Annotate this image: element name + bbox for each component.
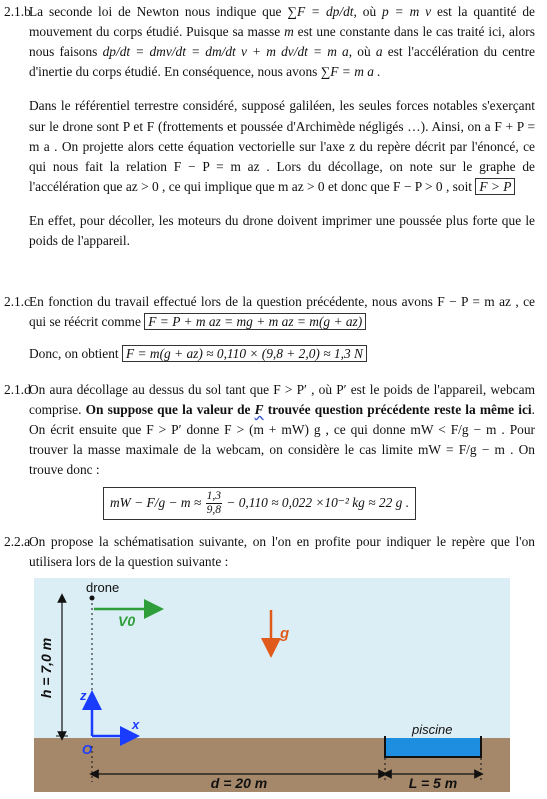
section-number: 2.1.b [4, 4, 31, 19]
text: Donc, on obtient [29, 346, 119, 362]
text: La seconde loi de Newton nous indique que [29, 4, 282, 19]
section-body [29, 380, 535, 520]
equation: p = m v [382, 4, 432, 19]
text: est l'accélération du centre d'inertie du corps étudié. En conséquence, nous avons [29, 44, 535, 80]
paragraph-takeoff [29, 380, 535, 481]
text: En fonction du travail effectué lors de la question précédente, nous avons F − P = m az , ce qui se réécrit comme [29, 294, 535, 330]
fraction-numerator: 1,3 [206, 490, 222, 504]
paragraph-newton [29, 2, 535, 82]
sky-background [34, 578, 510, 738]
section-body [29, 292, 535, 364]
bold-symbol: F [254, 402, 264, 418]
formula-rhs: − 0,110 ≈ 0,022 ×10⁻² kg ≈ 22 g . [226, 494, 410, 510]
bold-text: On suppose que la valeur de [85, 402, 251, 418]
pool-label: piscine [412, 722, 453, 737]
text: , où [353, 4, 377, 19]
section-number: 2.1.d [4, 382, 31, 397]
formula-row [29, 487, 535, 520]
section-body [29, 532, 535, 572]
distance-d-label: d = 20 m [210, 775, 268, 791]
text: En effet, pour décoller, les moteurs du drone doivent imprimer une poussée plus forte que le poids de l'appareil. [29, 212, 535, 249]
section-number: 2.1.c [4, 294, 31, 309]
boxed-equation: F = P + m az = mg + m az = m(g + az) [144, 313, 366, 330]
paragraph-conclusion [29, 211, 535, 251]
formula-lhs: mW − F/g − m ≈ [110, 494, 202, 510]
equation: ∑F = m a . [320, 64, 381, 80]
text: . On écrit ensuite que F > P′ donne F > (m + mW) g , ce qui donne mW < F/g − m . Pour trouver la masse maximale de la webcam, on considère le cas limite mW = F/g − m . On trouve donc : [29, 402, 535, 478]
velocity-label: V0 [118, 613, 136, 629]
height-label: h = 7,0 m [38, 637, 54, 699]
section-number: 2.2.a [4, 534, 31, 549]
fraction-denominator: 9,8 [206, 503, 221, 516]
distance-l-label: L = 5 m [408, 775, 458, 791]
boxed-equation: F = m(g + az) ≈ 0,110 × (9,8 + 2,0) ≈ 1,3 N [122, 345, 367, 362]
equation: dp/dt = dmv/dt = dm/dt v + m dv/dt = m a [102, 44, 349, 60]
origin-label: O [82, 742, 93, 757]
paragraph-rewrite [29, 292, 535, 332]
x-axis-label: x [132, 717, 140, 732]
text: , où [348, 44, 371, 60]
boxed-result: F > P [475, 178, 515, 195]
text: On aura décollage au dessus du sol tant que F > P′ , où P′ est le poids de l'appareil, webcam comprise. [29, 382, 535, 418]
pool-water [385, 738, 481, 757]
section-body [29, 2, 535, 251]
symbol: a [375, 44, 383, 60]
drone-point [90, 596, 95, 601]
bold-text: trouvée question précédente reste la même ici [267, 402, 532, 418]
gravity-label: g [280, 625, 290, 642]
paragraph-schema: On propose la schématisation suivante, on l'on en profite pour indiquer le repère que l'on utilisera lors de la question suivante : [29, 534, 535, 570]
equation: ∑F = dp/dt [287, 4, 354, 19]
z-axis-label: z [80, 688, 87, 703]
drone-label: drone [86, 580, 120, 595]
boxed-formula [103, 487, 416, 520]
text: est la quantité de mouvement du corps étudié. Puisque sa masse [29, 4, 536, 40]
paragraph-forces [29, 96, 535, 197]
symbol: m [284, 24, 294, 40]
text: Dans le référentiel terrestre considéré, supposé galiléen, les seules forces notables s'exerçant sur le drone sont P et F (frottements et poussée d'Archimède négligés …). Ainsi, on a F + P = m a . On projette alors cette équation vectorielle sur l'axe z du repère décrit par l'énoncé, ce qui nous fait la relation F − P = m az . Lors du décollage, on note sur le graphe de l'accélération que az > 0 , ce qui implique que m az > 0 et donc que F − P > 0 , soit [29, 98, 535, 194]
paragraph-result [29, 344, 535, 364]
fraction [206, 490, 222, 517]
text: est une constante dans le cas traité ici, alors nous faisons [29, 24, 535, 60]
schema-figure [34, 578, 510, 792]
